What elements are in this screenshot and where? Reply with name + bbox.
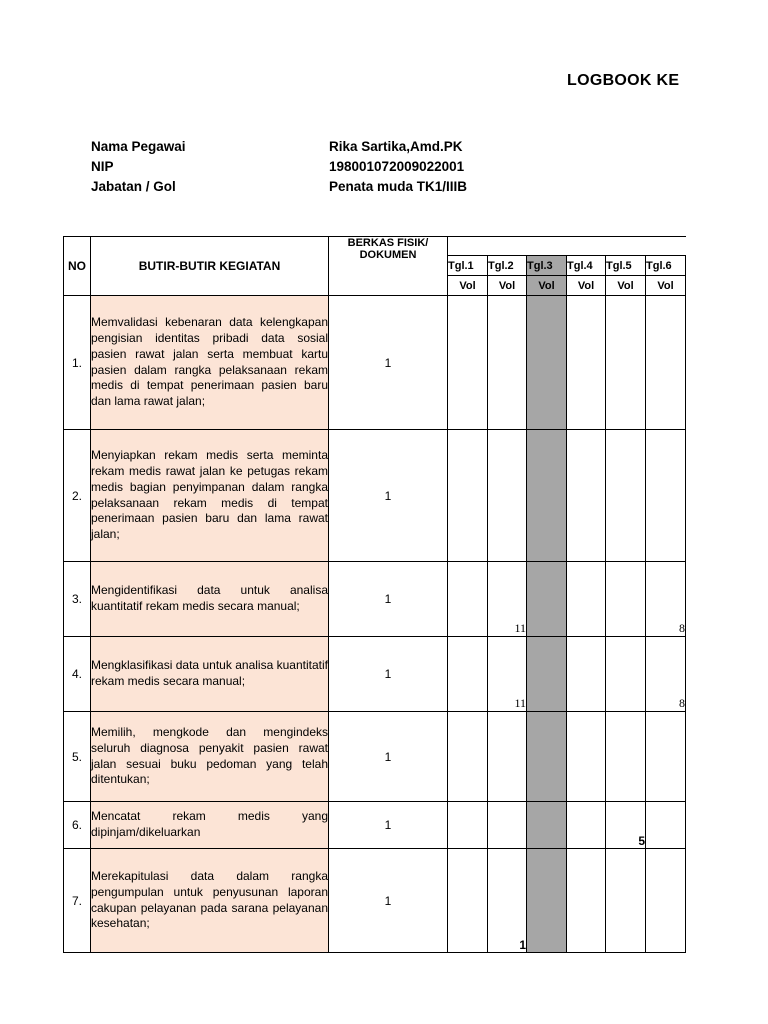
day-1-vol <box>448 849 488 953</box>
day-4-vol <box>567 802 606 849</box>
day-3-vol <box>527 637 567 712</box>
table-row <box>64 562 686 637</box>
position-value: Penata muda TK1/IIIB <box>329 179 468 194</box>
day-2-vol <box>488 430 527 562</box>
day-4-vol <box>567 849 606 953</box>
header-spacer <box>448 237 686 256</box>
header-day-6: Tgl.6 <box>646 256 686 276</box>
day-1-vol <box>448 430 488 562</box>
day-6-vol: 8 <box>646 637 686 712</box>
day-2-vol: 11 <box>488 562 527 637</box>
day-6-vol: 8 <box>646 562 686 637</box>
day-3-vol <box>527 712 567 802</box>
day-6-vol <box>646 849 686 953</box>
row-number: 3. <box>64 562 91 637</box>
document-count: 1 <box>329 296 448 430</box>
header-vol: Vol <box>527 276 567 296</box>
day-4-vol <box>567 296 606 430</box>
document-count: 1 <box>329 562 448 637</box>
day-1-vol <box>448 637 488 712</box>
day-5-vol <box>606 849 646 953</box>
row-number: 1. <box>64 296 91 430</box>
table-row <box>64 849 686 953</box>
header-vol: Vol <box>606 276 646 296</box>
row-number: 4. <box>64 637 91 712</box>
day-3-vol <box>527 296 567 430</box>
day-6-vol <box>646 430 686 562</box>
header-day-3: Tgl.3 <box>527 256 567 276</box>
day-1-vol <box>448 712 488 802</box>
day-6-vol <box>646 296 686 430</box>
header-vol: Vol <box>488 276 527 296</box>
activity-cell: Memvalidasi kebenaran data kelengkapan pengisian identitas pribadi data sosial pasien rawat jalan serta membuat kartu pasien dalam rangka pelaksanaan rekam medis di tempat penerimaan pasien baru dan lama rawat jalan; <box>91 296 329 430</box>
day-2-vol: 1 <box>488 849 527 953</box>
header-document: BERKAS FISIK/ DOKUMEN <box>329 237 448 296</box>
row-number: 7. <box>64 849 91 953</box>
table-row <box>64 712 686 802</box>
header-day-1: Tgl.1 <box>448 256 488 276</box>
name-value: Rika Sartika,Amd.PK <box>329 139 463 154</box>
header-vol: Vol <box>448 276 488 296</box>
day-6-vol <box>646 802 686 849</box>
day-6-vol <box>646 712 686 802</box>
day-1-vol <box>448 562 488 637</box>
document-count: 1 <box>329 849 448 953</box>
day-4-vol <box>567 637 606 712</box>
day-2-vol <box>488 296 527 430</box>
day-3-vol <box>527 562 567 637</box>
activity-cell: Merekapitulasi data dalam rangka pengumpulan untuk penyusunan laporan cakupan pelayanan pada sarana pelayanan kesehatan; <box>91 849 329 953</box>
day-3-vol <box>527 849 567 953</box>
table-row <box>64 296 686 430</box>
activity-cell: Mencatat rekam medis yang dipinjam/dikeluarkan <box>91 802 329 849</box>
header-day-5: Tgl.5 <box>606 256 646 276</box>
day-2-vol: 11 <box>488 637 527 712</box>
day-1-vol <box>448 296 488 430</box>
day-2-vol <box>488 712 527 802</box>
logbook-table <box>63 236 686 953</box>
header-activity: BUTIR-BUTIR KEGIATAN <box>91 237 329 296</box>
activity-cell: Mengidentifikasi data untuk analisa kuantitatif rekam medis secara manual; <box>91 562 329 637</box>
day-5-vol <box>606 637 646 712</box>
day-4-vol <box>567 430 606 562</box>
page-title: LOGBOOK KE <box>567 72 680 89</box>
header-vol: Vol <box>646 276 686 296</box>
header-no: NO <box>64 237 91 296</box>
day-5-vol: 5 <box>606 802 646 849</box>
table-row <box>64 802 686 849</box>
document-count: 1 <box>329 712 448 802</box>
day-5-vol <box>606 430 646 562</box>
day-3-vol <box>527 430 567 562</box>
document-count: 1 <box>329 637 448 712</box>
day-4-vol <box>567 712 606 802</box>
day-5-vol <box>606 562 646 637</box>
header-vol: Vol <box>567 276 606 296</box>
activity-cell: Menyiapkan rekam medis serta meminta rekam medis rawat jalan ke petugas rekam medis bagian penyimpanan dalam rangka pelaksanaan rekam medis di tempat penerimaan pasien baru dan lama rawat jalan; <box>91 430 329 562</box>
table-row <box>64 637 686 712</box>
day-5-vol <box>606 712 646 802</box>
activity-cell: Mengklasifikasi data untuk analisa kuantitatif rekam medis secara manual; <box>91 637 329 712</box>
day-4-vol <box>567 562 606 637</box>
nip-label: NIP <box>91 159 114 174</box>
document-count: 1 <box>329 430 448 562</box>
day-1-vol <box>448 802 488 849</box>
day-3-vol <box>527 802 567 849</box>
position-label: Jabatan / Gol <box>91 179 176 194</box>
name-label: Nama Pegawai <box>91 139 186 154</box>
row-number: 2. <box>64 430 91 562</box>
header-day-2: Tgl.2 <box>488 256 527 276</box>
activity-cell: Memilih, mengkode dan mengindeks seluruh diagnosa penyakit pasien rawat jalan sesuai buku pedoman yang telah ditentukan; <box>91 712 329 802</box>
day-5-vol <box>606 296 646 430</box>
document-count: 1 <box>329 802 448 849</box>
day-2-vol <box>488 802 527 849</box>
row-number: 5. <box>64 712 91 802</box>
row-number: 6. <box>64 802 91 849</box>
table-row <box>64 430 686 562</box>
header-day-4: Tgl.4 <box>567 256 606 276</box>
nip-value: 198001072009022001 <box>329 159 465 174</box>
